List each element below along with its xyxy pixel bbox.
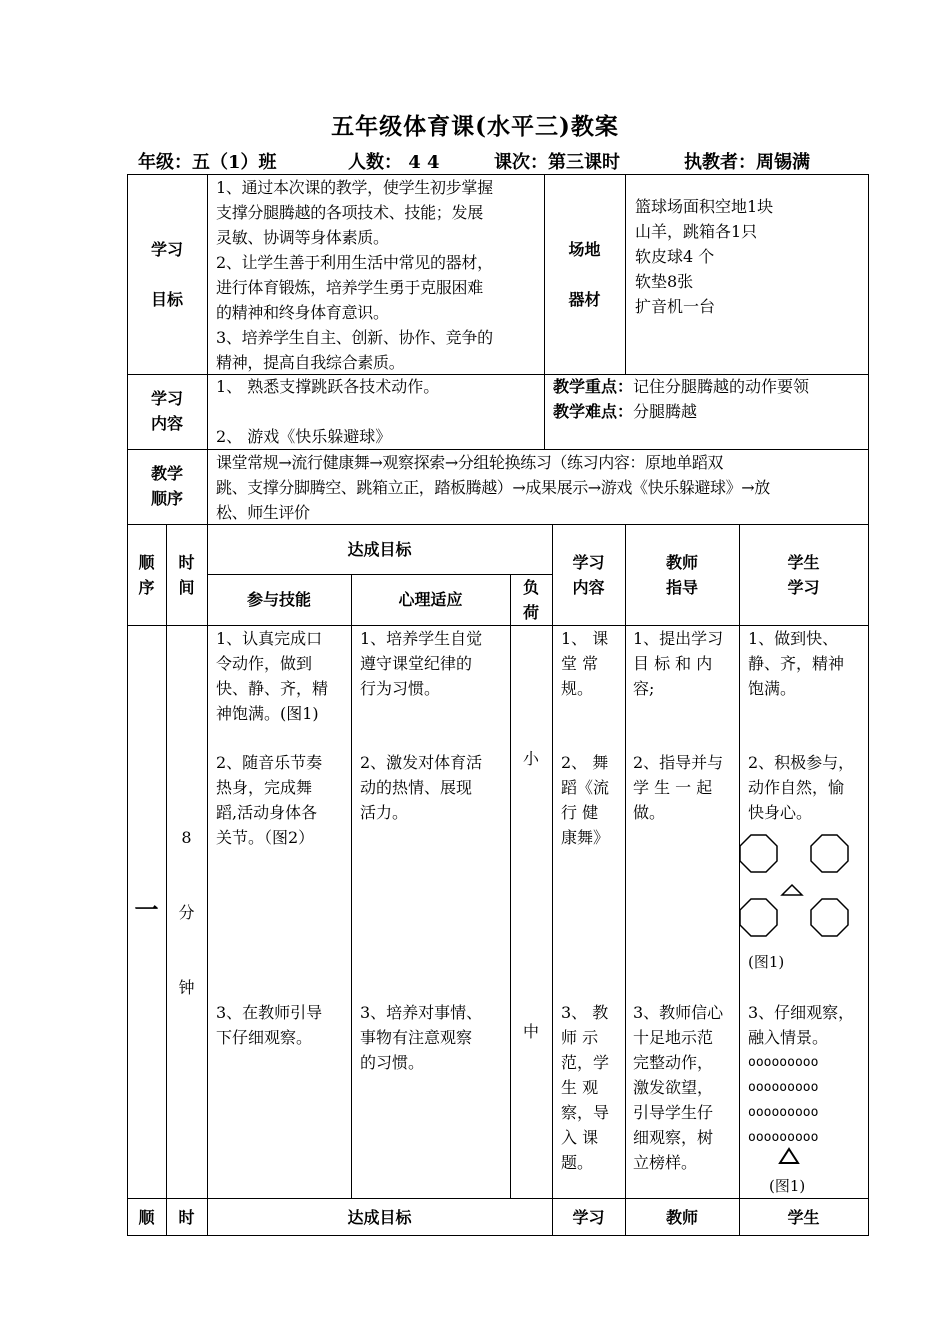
teacher-triangle-icon [778, 1147, 800, 1165]
lesson-number: 课次：第三课时 [494, 152, 620, 173]
venue-label: 场地 器材 [568, 240, 601, 309]
time-unit-1: 分 [178, 903, 195, 922]
header-time: 时 间 [178, 553, 195, 597]
student-count: 人数： 4 4 [348, 152, 440, 173]
venue-text: 篮球场面积空地1块 山羊，跳箱各1只 软皮球4 个 软垫8张 扩音机一台 [635, 197, 774, 316]
figure-caption-1: (图1) [748, 953, 785, 971]
footer-learn: 学习 [572, 1208, 605, 1227]
grade-class: 年级：五（1）班 [138, 152, 277, 173]
header-skill: 参与技能 [246, 590, 311, 609]
student-2: 2、积极参与， 动作自然，愉 快身心。 [748, 753, 855, 822]
formation-diagram-1 [739, 830, 869, 940]
goals-label: 学习 目标 [150, 240, 183, 309]
header-psych: 心理适应 [398, 590, 463, 609]
skill-1: 1、认真完成口 令动作，做到 快、静、齐，精 神饱满。(图1) [216, 629, 329, 723]
footer-teach: 教师 [665, 1208, 698, 1227]
header-teach: 教师 指导 [665, 553, 698, 597]
order-text: 课堂常规→流行健康舞→观察探索→分组轮换练习（练习内容：原地单蹈双 跳、支撑分脚腾空、跳箱立正，踏板腾越）→成果展示→游戏《快乐躲避球》→放 松、师生评价 [216, 453, 770, 522]
teach-3: 3、教师信心 十足地示范 完整动作， 激发欲望， 引导学生仔 细观察，树 立榜样。 [633, 1003, 724, 1172]
page-title: 五年级体育课(水平三)教案 [331, 113, 619, 140]
teach-1: 1、提出学习 目 标 和 内 容; [633, 629, 724, 698]
learn-1: 1、 课 堂 常 规。 [561, 629, 609, 698]
skill-3: 3、在教师引导 下仔细观察。 [216, 1003, 323, 1047]
time-unit-2: 钟 [178, 978, 195, 997]
student-1: 1、做到快、 静、齐，精神 饱满。 [748, 629, 845, 698]
load-low: 小 [522, 749, 539, 768]
header-goal: 达成目标 [347, 540, 412, 559]
content-item-1: 1、 熟悉支撑跳跃各技术动作。 [216, 377, 440, 396]
psych-3: 3、培养对事情、 事物有注意观察 的习惯。 [360, 1003, 483, 1072]
difficulty-point: 教学难点：分腿腾越 [553, 402, 698, 421]
octagon-icon [811, 899, 848, 936]
formation-circles: ooooooooo ooooooooo ooooooooo ooooooooo [748, 1055, 819, 1145]
footer-goal: 达成目标 [347, 1208, 412, 1227]
header-seq: 顺 序 [138, 553, 155, 597]
octagon-icon [811, 835, 848, 872]
header-load: 负 荷 [522, 578, 539, 622]
time-minutes: 8 [181, 828, 192, 847]
teach-2: 2、指导并与 学 生 一 起 做。 [633, 753, 724, 822]
triangle-icon [782, 885, 802, 895]
header-student: 学生 学习 [787, 553, 820, 597]
octagon-icon [740, 899, 777, 936]
footer-student: 学生 [787, 1208, 820, 1227]
octagon-icon [740, 835, 777, 872]
header-learn: 学习 内容 [572, 553, 605, 597]
footer-seq: 顺 [138, 1208, 155, 1227]
figure-caption-2: (图1) [769, 1177, 806, 1195]
key-point: 教学重点：记住分腿腾越的动作要领 [553, 377, 810, 396]
content-item-2: 2、 游戏《快乐躲避球》 [216, 427, 392, 446]
learn-2: 2、 舞 蹈《流 行 健 康舞》 [561, 753, 610, 847]
student-3: 3、仔细观察， 融入情景。 [748, 1003, 855, 1047]
content-label: 学习 内容 [150, 389, 183, 433]
teacher-name: 执教者：周锡满 [684, 152, 810, 173]
footer-time: 时 [178, 1208, 195, 1227]
order-label: 教学 顺序 [150, 464, 183, 508]
skill-2: 2、随音乐节奏 热身，完成舞 蹈,活动身体各 关节。（图2） [216, 753, 323, 847]
psych-1: 1、培养学生自觉 遵守课堂纪律的 行为习惯。 [360, 629, 483, 698]
section-number: 一 [134, 895, 159, 924]
goals-text: 1、通过本次课的教学，使学生初步掌握 支撑分腿腾越的各项技术、技能；发展 灵敏、协调等身体素质。 2、让学生善于利用生活中常见的器材， 进行体育锻炼，培养学生勇于克服困难 的精神和终身体育意识。 3、培养学生自主、创新、协作、竞争的 精神，提高自我综合素质。 [216, 178, 493, 372]
load-medium: 中 [522, 1022, 539, 1041]
psych-2: 2、激发对体育活 动的热情、展现 活力。 [360, 753, 483, 822]
learn-3: 3、 教 师 示 范，学 生 观 察，导 入 课 题。 [561, 1003, 610, 1172]
